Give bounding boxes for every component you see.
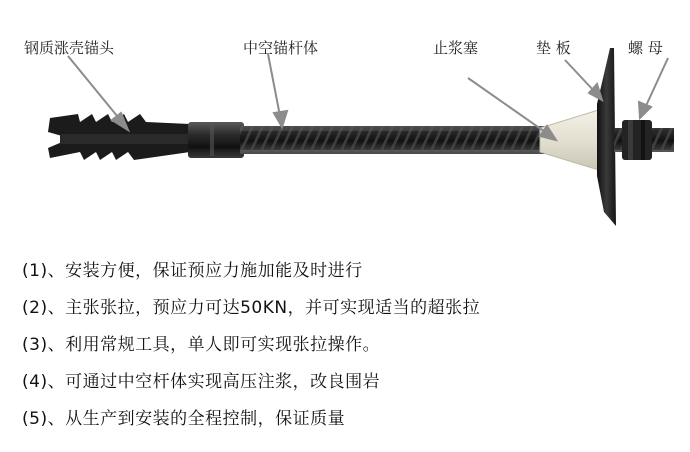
feature-item-3: (3)、利用常规工具，单人即可实现张拉操作。 bbox=[22, 335, 381, 355]
grout-stopper bbox=[540, 108, 605, 172]
label-hollow-rod: 中空锚杆体 bbox=[243, 39, 319, 57]
feature-item-5: (5)、从生产到安装的全程控制，保证质量 bbox=[22, 409, 346, 429]
label-grout-stopper: 止浆塞 bbox=[433, 39, 479, 57]
pad-plate bbox=[597, 48, 616, 226]
hollow-rod bbox=[240, 126, 560, 154]
label-expansion-head: 钢质涨壳锚头 bbox=[24, 39, 115, 57]
feature-item-1: (1)、安装方便，保证预应力施加能及时进行 bbox=[22, 261, 363, 281]
feature-item-2: (2)、主张张拉，预应力可达50KN，并可实现适当的超张拉 bbox=[22, 298, 481, 318]
feature-item-4: (4)、可通过中空杆体实现高压注浆，改良围岩 bbox=[22, 372, 381, 392]
nut bbox=[622, 120, 652, 160]
label-nut: 螺 母 bbox=[628, 39, 663, 57]
label-pad-plate: 垫 板 bbox=[536, 39, 571, 57]
expansion-head bbox=[48, 114, 244, 160]
